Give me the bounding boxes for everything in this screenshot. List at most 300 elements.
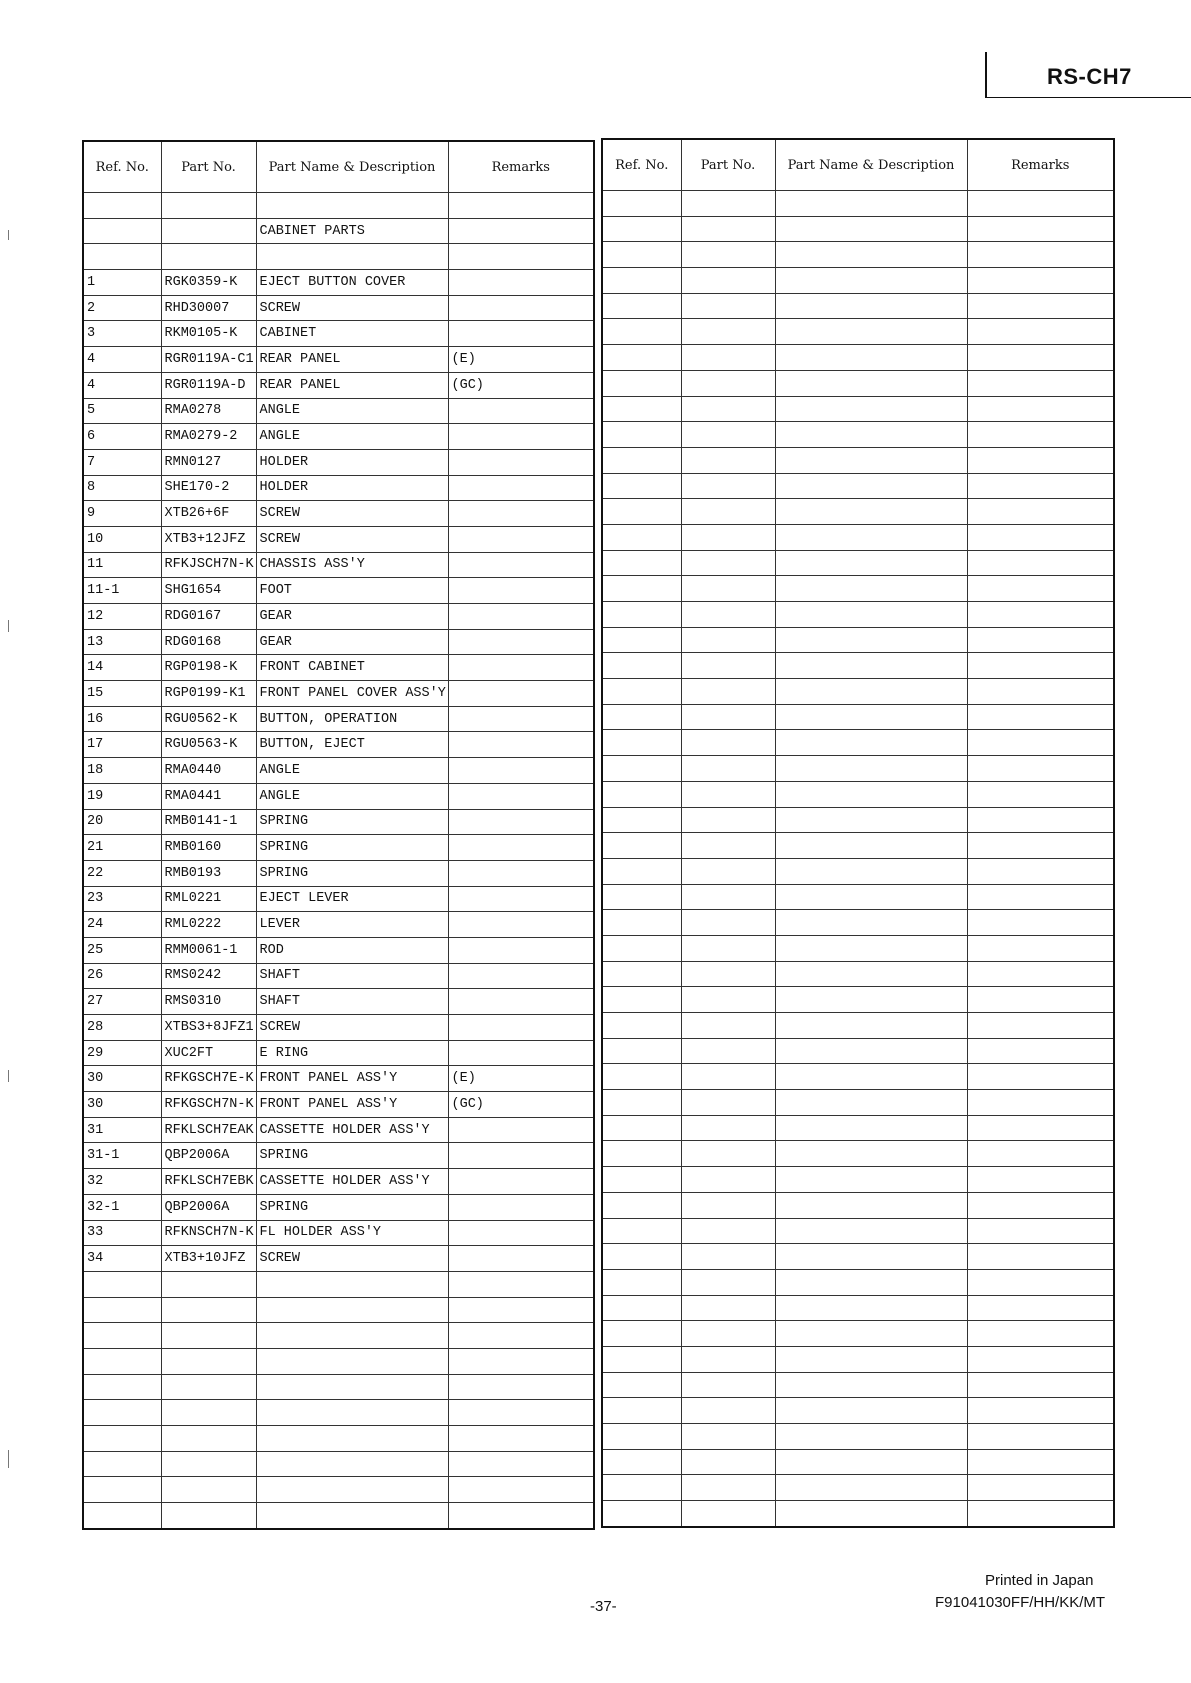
cell-remarks [448, 270, 594, 296]
header-part-no: Part No. [161, 141, 256, 193]
table-row [83, 989, 594, 1015]
cell-part-name [775, 576, 967, 602]
table-row [83, 1092, 594, 1118]
cell-ref-no [602, 704, 681, 730]
cell-part-no [681, 884, 775, 910]
cell-part-name [775, 1346, 967, 1372]
cell-part-name: ROD [256, 937, 448, 963]
table-row [83, 193, 594, 219]
cell-part-no [681, 396, 775, 422]
printed-in-label: Printed in Japan [985, 1572, 1094, 1589]
cell-part-name [775, 1269, 967, 1295]
cell-remarks [448, 295, 594, 321]
cell-part-name: FOOT [256, 578, 448, 604]
cell-part-name [775, 447, 967, 473]
cell-remarks [448, 937, 594, 963]
cell-part-name [775, 1398, 967, 1424]
cell-ref-no [602, 935, 681, 961]
table-row [83, 835, 594, 861]
cell-remarks [448, 629, 594, 655]
cell-remarks [967, 781, 1114, 807]
cell-remarks [448, 1220, 594, 1246]
cell-remarks [448, 1323, 594, 1349]
cell-part-no [681, 679, 775, 705]
cell-part-no [681, 1372, 775, 1398]
cell-ref-no: 9 [83, 501, 161, 527]
parts-table-left [82, 140, 595, 1530]
cell-part-no [681, 1090, 775, 1116]
table-row [83, 1220, 594, 1246]
table-row [602, 1141, 1114, 1167]
cell-remarks [967, 1398, 1114, 1424]
cell-part-no [681, 935, 775, 961]
cell-ref-no [602, 1244, 681, 1270]
cell-remarks [448, 963, 594, 989]
cell-ref-no [602, 1269, 681, 1295]
cell-part-name: FL HOLDER ASS'Y [256, 1220, 448, 1246]
cell-part-name [775, 627, 967, 653]
cell-part-name: SHAFT [256, 963, 448, 989]
cell-remarks [448, 732, 594, 758]
cell-part-no [681, 1244, 775, 1270]
cell-remarks [967, 216, 1114, 242]
cell-part-no [681, 1218, 775, 1244]
cell-part-no [681, 653, 775, 679]
cell-remarks [448, 526, 594, 552]
table-row [83, 295, 594, 321]
cell-part-name [256, 193, 448, 219]
cell-part-name [775, 422, 967, 448]
cell-part-name [775, 1372, 967, 1398]
table-row [602, 396, 1114, 422]
cell-ref-no: 2 [83, 295, 161, 321]
cell-part-name: CABINET PARTS [256, 218, 448, 244]
cell-part-no [681, 524, 775, 550]
table-row [602, 1295, 1114, 1321]
cell-part-no [681, 858, 775, 884]
cell-remarks [448, 1426, 594, 1452]
cell-part-name [775, 653, 967, 679]
cell-part-no [681, 730, 775, 756]
cell-remarks [448, 1503, 594, 1529]
cell-remarks [967, 807, 1114, 833]
header-remarks: Remarks [448, 141, 594, 193]
model-number: RS-CH7 [1047, 64, 1132, 89]
cell-part-name [775, 1244, 967, 1270]
cell-part-name [256, 1503, 448, 1529]
table-row [83, 1066, 594, 1092]
header-part-name: Part Name & Description [256, 141, 448, 193]
cell-remarks [448, 1271, 594, 1297]
cell-part-no: RFKNSCH7N-K [161, 1220, 256, 1246]
cell-remarks [448, 1194, 594, 1220]
cell-ref-no: 32-1 [83, 1194, 161, 1220]
cell-part-name [775, 396, 967, 422]
table-row [602, 1090, 1114, 1116]
table-row [602, 1038, 1114, 1064]
cell-remarks: (GC) [448, 372, 594, 398]
cell-part-no [161, 1297, 256, 1323]
cell-remarks [448, 398, 594, 424]
table-row [83, 347, 594, 373]
cell-remarks [448, 1477, 594, 1503]
table-row [83, 681, 594, 707]
cell-part-no [681, 268, 775, 294]
cell-remarks [967, 524, 1114, 550]
cell-part-name [775, 1013, 967, 1039]
table-row [602, 910, 1114, 936]
cell-remarks [448, 1246, 594, 1272]
cell-part-name [775, 293, 967, 319]
cell-ref-no [602, 216, 681, 242]
cell-remarks [967, 627, 1114, 653]
cell-ref-no [602, 602, 681, 628]
cell-remarks [967, 704, 1114, 730]
table-row [602, 807, 1114, 833]
table-row [602, 319, 1114, 345]
table-row [602, 550, 1114, 576]
table-row [602, 1013, 1114, 1039]
cell-remarks [967, 1346, 1114, 1372]
parts-table-right-body [602, 191, 1114, 1527]
table-row [602, 884, 1114, 910]
cell-part-no [161, 1426, 256, 1452]
cell-part-no: RMS0310 [161, 989, 256, 1015]
table-row [602, 345, 1114, 371]
cell-remarks [967, 499, 1114, 525]
cell-remarks [967, 602, 1114, 628]
table-row [602, 216, 1114, 242]
cell-ref-no [83, 1297, 161, 1323]
cell-remarks [967, 935, 1114, 961]
cell-part-name [775, 242, 967, 268]
table-row [83, 270, 594, 296]
table-row [602, 1218, 1114, 1244]
cell-remarks [967, 1090, 1114, 1116]
table-row [83, 398, 594, 424]
cell-part-no [681, 704, 775, 730]
cell-ref-no [602, 1372, 681, 1398]
cell-ref-no: 26 [83, 963, 161, 989]
cell-part-name: CHASSIS ASS'Y [256, 552, 448, 578]
cell-part-name: SPRING [256, 860, 448, 886]
table-row [83, 783, 594, 809]
cell-remarks [967, 1424, 1114, 1450]
table-row [83, 1271, 594, 1297]
cell-part-name [775, 602, 967, 628]
cell-ref-no: 22 [83, 860, 161, 886]
table-row [602, 961, 1114, 987]
cell-ref-no [602, 987, 681, 1013]
cell-remarks [967, 910, 1114, 936]
cell-part-no [161, 1477, 256, 1503]
cell-part-no: QBP2006A [161, 1143, 256, 1169]
cell-ref-no [83, 193, 161, 219]
cell-part-no [681, 1321, 775, 1347]
cell-part-no [681, 1424, 775, 1450]
cell-ref-no [602, 345, 681, 371]
table-row [83, 604, 594, 630]
cell-remarks [967, 396, 1114, 422]
cell-part-no [161, 1451, 256, 1477]
cell-part-no: XTBS3+8JFZ1 [161, 1015, 256, 1041]
table-row [83, 552, 594, 578]
cell-part-name [256, 1400, 448, 1426]
cell-remarks [448, 706, 594, 732]
cell-part-name: SPRING [256, 809, 448, 835]
cell-ref-no: 3 [83, 321, 161, 347]
cell-ref-no [602, 781, 681, 807]
cell-remarks [967, 858, 1114, 884]
cell-part-name [775, 1141, 967, 1167]
cell-ref-no: 16 [83, 706, 161, 732]
cell-part-name: HOLDER [256, 475, 448, 501]
cell-part-name [775, 807, 967, 833]
table-row [602, 1372, 1114, 1398]
table-row [83, 1374, 594, 1400]
cell-part-no: RGP0198-K [161, 655, 256, 681]
cell-part-no [161, 1374, 256, 1400]
cell-remarks [967, 242, 1114, 268]
cell-part-name: REAR PANEL [256, 372, 448, 398]
cell-part-no: RMN0127 [161, 449, 256, 475]
cell-ref-no [602, 370, 681, 396]
table-row [602, 1192, 1114, 1218]
cell-part-no [161, 193, 256, 219]
cell-part-no: RFKGSCH7N-K [161, 1092, 256, 1118]
table-row [83, 1477, 594, 1503]
header-remarks: Remarks [967, 139, 1114, 191]
cell-part-name [775, 1501, 967, 1527]
cell-part-name: LEVER [256, 912, 448, 938]
cell-part-name [775, 524, 967, 550]
cell-remarks [967, 345, 1114, 371]
cell-remarks [448, 218, 594, 244]
cell-part-name [775, 679, 967, 705]
table-row [83, 218, 594, 244]
cell-ref-no [602, 884, 681, 910]
cell-part-no [681, 1398, 775, 1424]
cell-part-no: RKM0105-K [161, 321, 256, 347]
cell-part-no [681, 576, 775, 602]
cell-ref-no: 23 [83, 886, 161, 912]
cell-part-no [681, 550, 775, 576]
cell-ref-no [602, 730, 681, 756]
table-row [602, 1449, 1114, 1475]
cell-part-no [161, 244, 256, 270]
cell-part-name [775, 191, 967, 217]
cell-part-no: RMM0061-1 [161, 937, 256, 963]
cell-part-name [775, 1192, 967, 1218]
cell-remarks [448, 758, 594, 784]
cell-part-name: SCREW [256, 295, 448, 321]
table-row [602, 293, 1114, 319]
cell-ref-no: 31-1 [83, 1143, 161, 1169]
cell-remarks [967, 1321, 1114, 1347]
table-row [83, 1040, 594, 1066]
table-row [602, 679, 1114, 705]
table-row [83, 758, 594, 784]
cell-ref-no [602, 653, 681, 679]
cell-part-no [681, 499, 775, 525]
table-row [602, 833, 1114, 859]
cell-part-name: EJECT BUTTON COVER [256, 270, 448, 296]
cell-remarks [967, 756, 1114, 782]
cell-remarks [448, 1348, 594, 1374]
cell-part-name: FRONT CABINET [256, 655, 448, 681]
cell-ref-no: 10 [83, 526, 161, 552]
cell-ref-no [83, 218, 161, 244]
cell-ref-no [602, 524, 681, 550]
cell-ref-no [83, 1323, 161, 1349]
table-row [602, 1064, 1114, 1090]
cell-part-name [775, 1167, 967, 1193]
table-row [83, 732, 594, 758]
table-row [602, 1269, 1114, 1295]
cell-ref-no: 4 [83, 372, 161, 398]
cell-remarks [448, 321, 594, 347]
table-row [602, 1115, 1114, 1141]
table-row [602, 704, 1114, 730]
cell-part-no [681, 1167, 775, 1193]
cell-ref-no [602, 242, 681, 268]
cell-part-name [256, 1426, 448, 1452]
cell-part-name [775, 268, 967, 294]
cell-part-name: SCREW [256, 1015, 448, 1041]
cell-part-name [256, 1451, 448, 1477]
cell-part-no [681, 1013, 775, 1039]
cell-remarks [448, 835, 594, 861]
cell-remarks: (E) [448, 347, 594, 373]
cell-part-name: E RING [256, 1040, 448, 1066]
cell-part-no: RMB0193 [161, 860, 256, 886]
cell-remarks [967, 653, 1114, 679]
table-row [83, 244, 594, 270]
cell-part-name [256, 244, 448, 270]
cell-part-no [681, 1501, 775, 1527]
table-row [602, 1244, 1114, 1270]
table-row [602, 627, 1114, 653]
cell-ref-no [602, 1115, 681, 1141]
cell-remarks [448, 424, 594, 450]
cell-part-no [681, 1295, 775, 1321]
cell-ref-no [602, 396, 681, 422]
cell-part-name [256, 1297, 448, 1323]
table-row [602, 730, 1114, 756]
cell-part-no [161, 1503, 256, 1529]
cell-ref-no: 24 [83, 912, 161, 938]
cell-remarks [448, 809, 594, 835]
table-row [83, 1323, 594, 1349]
table-row [602, 191, 1114, 217]
cell-ref-no [602, 499, 681, 525]
cell-ref-no: 28 [83, 1015, 161, 1041]
margin-mark [8, 1450, 9, 1468]
cell-part-name [775, 1090, 967, 1116]
cell-part-no: RGU0563-K [161, 732, 256, 758]
cell-part-name [775, 1295, 967, 1321]
cell-ref-no: 13 [83, 629, 161, 655]
cell-ref-no [602, 1398, 681, 1424]
cell-remarks [448, 681, 594, 707]
cell-part-no [681, 1141, 775, 1167]
table-row [83, 1194, 594, 1220]
cell-part-name: ANGLE [256, 758, 448, 784]
cell-part-name: CABINET [256, 321, 448, 347]
cell-part-name: FRONT PANEL COVER ASS'Y [256, 681, 448, 707]
cell-part-no [681, 1269, 775, 1295]
cell-part-name: EJECT LEVER [256, 886, 448, 912]
table-row [83, 321, 594, 347]
cell-part-name [775, 216, 967, 242]
cell-ref-no [83, 1374, 161, 1400]
table-row [83, 1246, 594, 1272]
cell-ref-no [602, 550, 681, 576]
cell-part-no: XTB3+10JFZ [161, 1246, 256, 1272]
cell-part-no: RHD30007 [161, 295, 256, 321]
cell-ref-no: 21 [83, 835, 161, 861]
cell-part-name: FRONT PANEL ASS'Y [256, 1092, 448, 1118]
cell-ref-no [602, 1449, 681, 1475]
cell-part-no [681, 1064, 775, 1090]
cell-part-no [161, 1348, 256, 1374]
cell-part-name [775, 1321, 967, 1347]
table-row [602, 268, 1114, 294]
cell-part-no [681, 191, 775, 217]
cell-ref-no [602, 1424, 681, 1450]
cell-ref-no: 33 [83, 1220, 161, 1246]
cell-part-name [775, 833, 967, 859]
cell-ref-no [602, 473, 681, 499]
cell-remarks [967, 1013, 1114, 1039]
cell-ref-no [602, 807, 681, 833]
cell-ref-no: 12 [83, 604, 161, 630]
cell-remarks [967, 987, 1114, 1013]
cell-ref-no [83, 1451, 161, 1477]
cell-part-name [775, 910, 967, 936]
cell-ref-no [602, 1141, 681, 1167]
cell-ref-no [602, 1501, 681, 1527]
cell-part-no [681, 1192, 775, 1218]
cell-part-name [256, 1323, 448, 1349]
cell-ref-no: 14 [83, 655, 161, 681]
cell-part-no: RFKGSCH7E-K [161, 1066, 256, 1092]
cell-ref-no: 15 [83, 681, 161, 707]
cell-remarks [967, 422, 1114, 448]
table-row [83, 1297, 594, 1323]
cell-part-name: SPRING [256, 1143, 448, 1169]
margin-mark [8, 230, 9, 240]
cell-remarks [967, 1167, 1114, 1193]
cell-ref-no [602, 1038, 681, 1064]
cell-remarks [967, 1115, 1114, 1141]
cell-part-name: SCREW [256, 1246, 448, 1272]
cell-part-no [681, 807, 775, 833]
cell-part-name: GEAR [256, 629, 448, 655]
table-row [602, 1346, 1114, 1372]
cell-ref-no [602, 756, 681, 782]
cell-ref-no: 11 [83, 552, 161, 578]
cell-part-no: RMB0141-1 [161, 809, 256, 835]
cell-remarks [448, 1117, 594, 1143]
table-row [602, 242, 1114, 268]
table-row [83, 372, 594, 398]
cell-part-no [681, 293, 775, 319]
cell-remarks: (GC) [448, 1092, 594, 1118]
cell-part-name [775, 1475, 967, 1501]
cell-remarks [967, 191, 1114, 217]
cell-remarks [967, 293, 1114, 319]
